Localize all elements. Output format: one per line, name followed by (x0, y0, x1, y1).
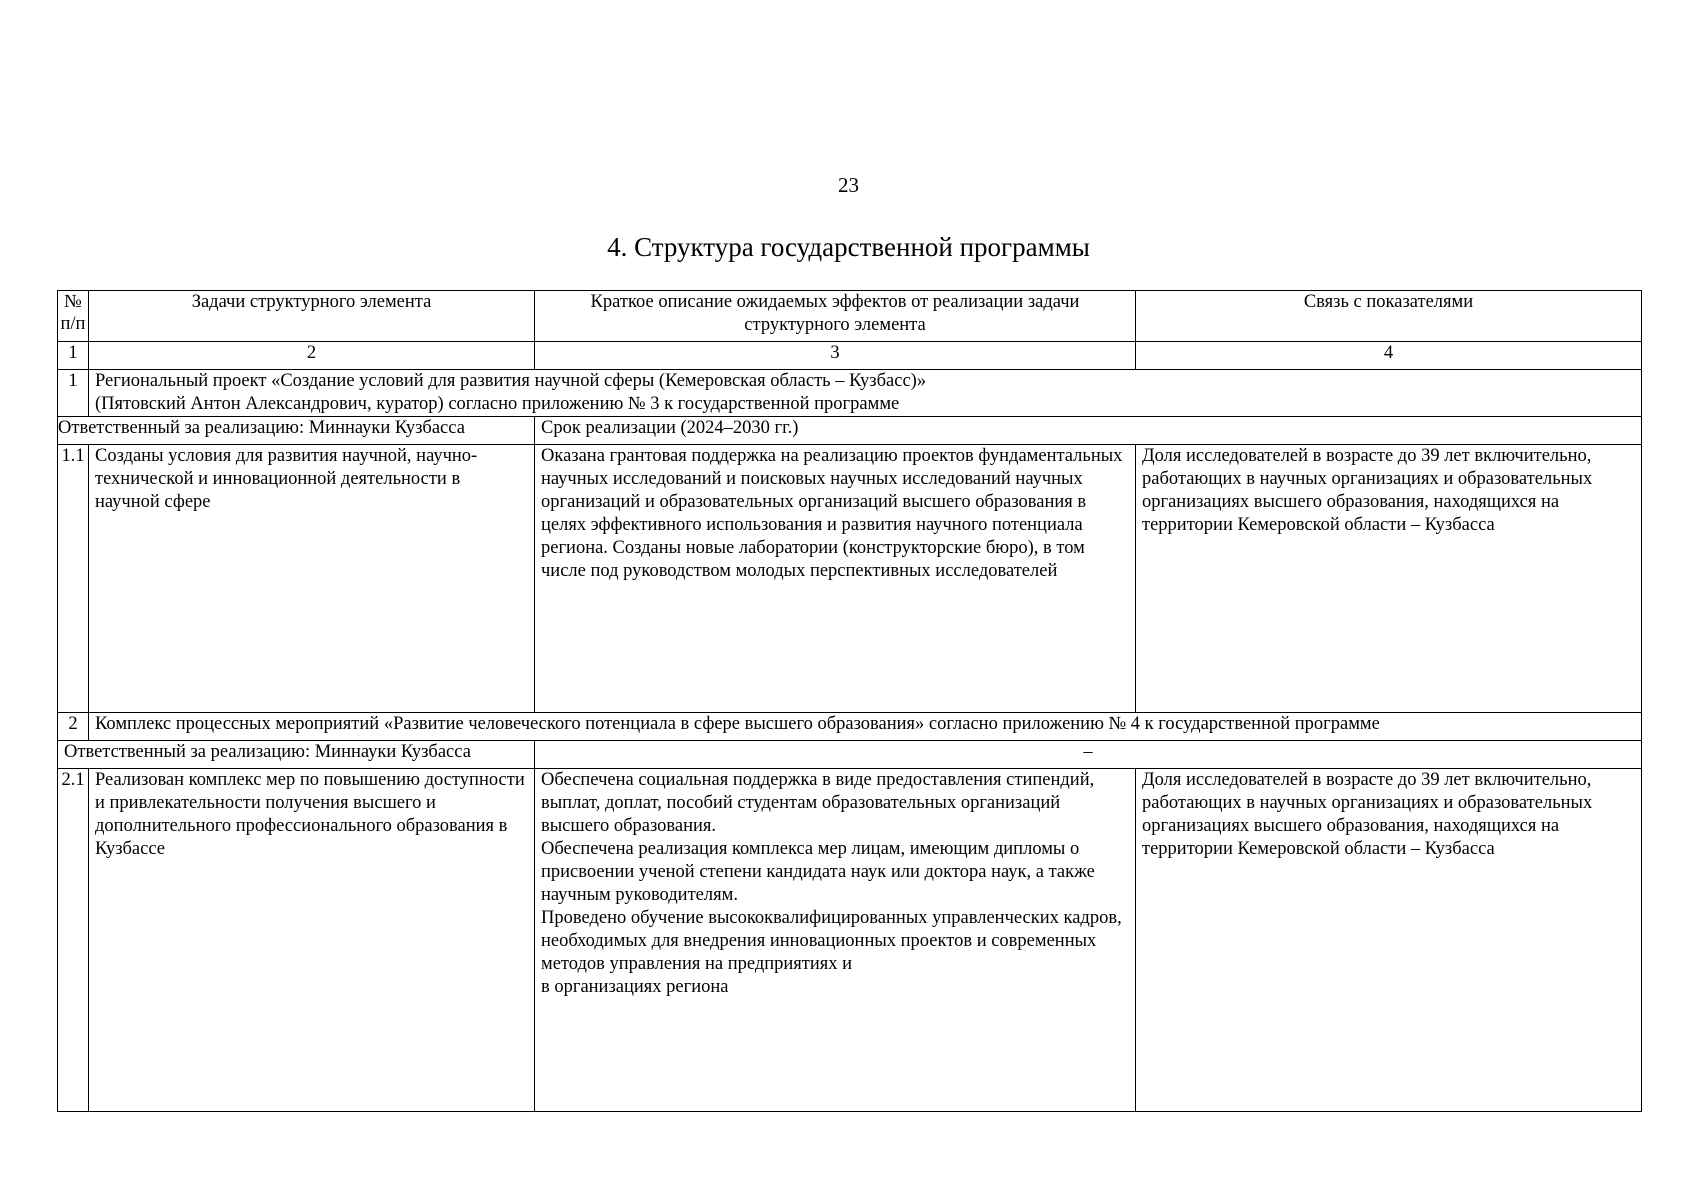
header-indicators: Связь с показателями (1136, 291, 1642, 342)
column-number: 3 (535, 342, 1136, 370)
table-header-row (58, 291, 1642, 342)
responsible-row (58, 741, 1642, 769)
table-row (58, 769, 1642, 1112)
row-number: 2.1 (58, 769, 89, 1112)
page-title: 4. Структура государственной программы (607, 232, 1090, 262)
section-title: Региональный проект «Создание условий для развития научной сферы (Кемеровская область – Кузбасс)» (Пятовский Антон Александрович, куратор) согласно приложению № 3 к государственной программе (89, 370, 1642, 417)
section-number: 2 (58, 713, 89, 741)
section-title: Комплекс процессных мероприятий «Развитие человеческого потенциала в сфере высшего образования» согласно приложению № 4 к государственной программе (89, 713, 1642, 741)
header-effects: Краткое описание ожидаемых эффектов от реализации задачи структурного элемента (535, 291, 1136, 342)
row-effect: Оказана грантовая поддержка на реализацию проектов фундаментальных научных исследований и поисковых научных исследований научных организаций и образовательных организаций высшего образования в целях эффективного использования и развития научного потенциала региона. Созданы новые лаборатории (конструкторские бюро), в том числе под руководством молодых перспективных исследователей (535, 445, 1136, 713)
column-numbers-row (58, 342, 1642, 370)
column-number: 1 (58, 342, 89, 370)
row-task: Созданы условия для развития научной, научно-технической и инновационной деятельности в научной сфере (89, 445, 535, 713)
row-indicator: Доля исследователей в возрасте до 39 лет включительно, работающих в научных организациях и образовательных организациях высшего образования, находящихся на территории Кемеровской области – Кузбасса (1136, 445, 1642, 713)
row-indicator: Доля исследователей в возрасте до 39 лет включительно, работающих в научных организациях и образовательных организациях высшего образования, находящихся на территории Кемеровской области – Кузбасса (1136, 769, 1642, 1112)
header-num: № п/п (58, 291, 89, 342)
section-row (58, 713, 1642, 741)
header-tasks: Задачи структурного элемента (89, 291, 535, 342)
responsible-label: Ответственный за реализацию: Миннауки Кузбасса (58, 741, 535, 769)
section-row (58, 370, 1642, 417)
responsible-row (58, 417, 1642, 445)
term-label: – (535, 741, 1642, 769)
row-effect: Обеспечена социальная поддержка в виде предоставления стипендий, выплат, доплат, пособий студентам образовательных организаций высшего образования. Обеспечена реализация комплекса мер лицам, имеющим дипломы о присвоении ученой степени кандидата наук или доктора наук, а также научным руководителям. Проведено обучение высококвалифицированных управленческих кадров, необходимых для внедрения инновационных проектов и современных методов управления на предприятиях и в организациях региона (535, 769, 1136, 1112)
row-task: Реализован комплекс мер по повышению доступности и привлекательности получения высшего и дополнительного профессионального образования в Кузбассе (89, 769, 535, 1112)
column-number: 4 (1136, 342, 1642, 370)
section-number: 1 (58, 370, 89, 417)
term-label: Срок реализации (2024–2030 гг.) (535, 417, 1642, 445)
column-number: 2 (89, 342, 535, 370)
responsible-label: Ответственный за реализацию: Миннауки Кузбасса (58, 417, 535, 445)
structure-table (57, 290, 1642, 1112)
row-number: 1.1 (58, 445, 89, 713)
table-row (58, 445, 1642, 713)
page-number: 23 (838, 173, 859, 197)
